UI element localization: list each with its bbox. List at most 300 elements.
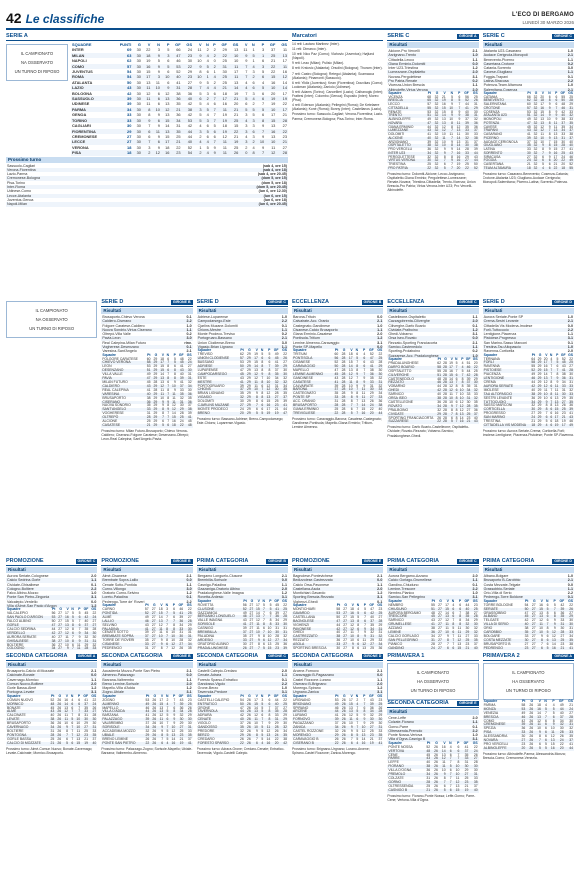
table-cell: TAU ALTOPASCIO [483,393,530,397]
table-cell: 6 [167,356,170,361]
table-cell: MONZA [483,708,519,712]
table-cell: 41 [569,147,573,152]
group-tag: GIRONE D [363,654,382,659]
next-round: Prossimo turno: Fiorano-Ponte Nossa; Leffe-Gorno; Parre-Cene; Vertova-Villa d'Ogna. [387,793,476,802]
table-cell: FORNOVO [292,718,332,722]
table-cell: 37 [239,721,244,726]
table-cell: 34 [558,129,566,133]
table-cell: 15 [267,645,272,650]
table-cell: 28 [431,641,435,646]
table-cell: 6 [443,647,450,650]
table-cell: LEON [102,364,112,369]
table-cell: 36 [470,122,479,126]
table-cell: 36 [426,768,431,773]
section-title: SECONDA CATEGORIA [6,653,68,660]
table-cell: CREMONESE [72,133,98,139]
table-cell: 9 [173,380,176,385]
table-cell: 37 [242,630,247,635]
table-cell: 33 [473,132,478,137]
table-cell: 27 [559,401,566,405]
table-cell: 51 [146,368,151,373]
table-cell: 13 [252,710,259,714]
table-cell: BRIAN LIGNANO [197,391,225,396]
table-cell: PRO PATRIA [387,167,424,171]
table-cell: 29 [153,419,158,424]
match-score: 0-1 [567,74,573,79]
table-cell: 33 [560,618,565,623]
table-cell: 5 [544,647,550,650]
table-row [483,747,574,751]
table-cell: 15 [64,619,69,624]
table-cell: 36 [51,642,56,647]
table-cell: 5 [544,741,547,746]
table-cell: 26 [434,768,438,773]
table-cell: 46 [531,376,536,381]
table-cell: 39 [112,96,133,101]
table-cell: 31 [567,377,574,381]
table-cell: 6 [350,406,353,411]
table-cell: TRESTINA [483,419,501,424]
table-cell: 27 [112,139,133,144]
table-cell: 6 [263,641,265,646]
section-title: SERIE C [387,33,410,40]
table-cell: 29 [537,387,542,392]
match-score: 0-1 [186,345,192,350]
table-cell: 27 [187,79,193,85]
table-cell: 7 [363,367,366,372]
match-score: 0-0 [377,345,383,350]
table-cell: 45 [146,380,151,385]
col-header: GF [560,90,566,95]
table-cell: 35 [466,384,471,389]
col-header: V [350,348,353,353]
table-cell: 4 [542,424,548,428]
table-cell: 32 [533,98,538,103]
table-cell: 13 [348,620,355,624]
table-cell: 27 [341,620,348,624]
table-cell: 9 [173,387,176,392]
table-cell: 21 [531,419,536,424]
table-cell: CALCIO DI MOZZATE [6,742,48,746]
table-cell: 29 [187,69,193,75]
results-band: Risultati [387,567,478,573]
table-cell: 10 [64,721,69,726]
table-cell: 15 [157,612,164,616]
table-cell: 15 [165,133,170,139]
col-header: V [255,348,258,353]
table-cell: 8 [264,710,271,714]
table-cell: 27 [436,615,443,619]
table-cell: 30 [271,388,279,392]
table-cell: ADRIESE [197,365,238,369]
table-cell: 22 [553,165,558,170]
table-cell: 16 [543,364,548,369]
table-cell: 9 [360,635,367,639]
table-cell: 8 [545,144,552,148]
table-cell: 8 [78,713,81,718]
table-cell: ATALANTA [72,79,93,85]
table-cell: 40 [336,630,341,635]
table-cell: CAVESE [483,124,497,129]
table-cell: 8 [255,399,258,404]
table-cell: 31 [375,726,384,730]
col-header: P [173,693,176,698]
col-header: G [342,693,346,698]
table-cell: 7 [449,775,452,780]
table-cell: 55 [425,107,432,111]
table-cell: 23 [81,734,89,738]
table-cell: 45 [429,615,436,619]
table-cell: 3 [206,90,209,96]
table-cell: 4 [248,96,255,101]
table-cell: 29 [332,734,339,738]
table-cell: 46 [558,107,566,111]
table-cell: 35 [84,705,89,710]
table-cell: 11 [252,718,259,722]
table-cell: 28 [48,734,55,738]
table-cell: VICENZA [388,94,403,99]
table-cell: 7 [550,360,553,365]
col-header: GS [568,598,573,603]
table-cell: 32 [471,397,478,401]
table-cell: URGNANO [293,697,311,702]
table-cell: 12 [459,403,464,408]
table-cell: 30 [179,403,184,408]
table-cell: 54 [112,74,133,79]
table-cell: GANDINO [387,647,429,650]
table-cell: 39 [332,718,339,722]
table-cell: 34 [48,726,55,730]
table-cell: 26 [341,713,346,718]
table-cell: 41 [280,404,288,408]
table-cell: MAPELLO [293,367,310,372]
table-cell: 8 [167,387,170,392]
table-cell: 28 [443,392,447,397]
table-cell: 50 [473,162,478,167]
table-cell: 32 [434,147,439,152]
serie-a-next-round [6,164,288,207]
table-cell: 13 [271,123,276,129]
table-cell: 41 [184,742,192,746]
table-cell: 30 [565,623,574,627]
table-cell: 7 [173,697,176,702]
table-cell: 60 [527,102,531,107]
table-cell: PARRE [387,757,423,761]
col-header: V [350,693,353,698]
section-header [387,33,478,41]
table-cell: LALLIO [101,620,142,624]
table-cell: 5 [166,736,169,741]
table-cell: 5 [553,602,556,607]
marcatori-section [292,33,383,296]
table-cell: 8 [256,118,266,123]
table-cell: GANDOSSO [197,726,238,730]
table-cell: 30 [561,139,566,144]
table-cell: 3 [203,118,210,123]
table-cell: 7 [455,368,458,373]
table-cell: CASNIGO [197,626,214,631]
col-header: N [262,598,265,603]
table-cell: 43 [112,85,133,90]
table-cell: 5 [439,789,447,793]
table-cell: 30 [473,109,478,114]
table-cell: 27 [529,639,536,643]
notice-line: IL CAMPIONATO [35,308,68,313]
table-cell: 60 [334,352,339,357]
table-cell: 37 [527,139,531,144]
table-cell: 13 [439,122,446,126]
table-cell: 41 [238,381,245,385]
table-cell: 6 [552,99,559,103]
col-header: Pt [240,348,244,353]
table-cell: 54 [127,69,132,75]
table-cell: 30 [473,768,478,773]
table-cell: 5 [542,708,548,712]
table-cell: 6 [75,616,82,620]
table-cell: CAROBBIO [483,631,522,635]
table-cell: 31 [464,760,469,765]
col-header: P [553,598,556,603]
table-cell: 39 [366,703,374,707]
table-cell: VIGOLO [197,721,211,726]
table-cell: 7 [447,757,453,761]
table-cell: 27 [343,622,347,627]
table-cell: 25 [464,413,471,417]
table-cell: 32 [434,124,439,129]
table-cell: 30 [176,635,184,639]
table-cell: NUOVA SONDRIO [102,403,131,408]
table-cell: 29 [153,364,158,369]
table-cell: 27 [341,635,348,639]
table-cell: 12 [171,646,176,650]
table-cell: SORISOLE [197,623,241,627]
table-cell: VERTOVA [387,750,423,754]
col-header: G [435,90,439,95]
match-score: 2-1 [472,49,478,53]
table-cell: 14 [454,137,461,141]
match-name: Mapello-Villa d'Adda [102,686,135,691]
table-cell: 33 [92,728,97,733]
table-cell: 7 [552,107,559,111]
issue-date: LUNEDÌ 30 MARZO 2026 [522,20,574,25]
match-score: 2-0 [281,669,287,673]
table-cell: 22 [238,742,245,746]
table-cell: VOGHERESE [102,411,124,416]
table-cell: 30 [461,144,470,148]
table-cell: 27 [127,133,132,139]
table-cell: 5 [451,94,453,99]
table-cell: 8 [261,623,266,627]
table-cell: 7 [452,641,455,646]
table-cell: 33 [127,112,132,118]
table-cell: 38 [334,635,341,639]
table-cell: 6 [360,612,367,616]
table-cell: 9 [548,147,551,152]
table-cell: 11 [282,47,287,53]
table-cell: 6 [69,703,74,707]
section-header [6,653,97,661]
table-cell: 32 [569,726,573,731]
match-name: Giana Erminio-Casatese [293,332,333,337]
table-cell: 2 [210,53,217,58]
table-cell: 29 [84,642,89,647]
table-cell: 21 [271,58,276,64]
table-cell: 23 [187,697,192,702]
table-cell: 30 [378,721,383,726]
table-cell: 32 [283,375,287,380]
table-cell: 37 [378,736,383,741]
table-cell: 52 [187,144,193,150]
table-cell: 43 [239,375,244,380]
primavera2-table-body [483,704,574,751]
table-cell: 24 [565,708,574,712]
results-band: Risultati [197,308,288,314]
table-cell: 29 [537,383,542,388]
table-cell: AZZANO [388,626,403,631]
table-cell: 7 [550,368,553,373]
table-cell: 43 [567,416,574,420]
table-cell: 51 [437,372,441,377]
table-cell: 49 [567,424,574,428]
table-cell: 31 [469,773,478,777]
table-cell: 22 [187,356,192,361]
match-score: 2-2 [567,79,573,84]
table-cell: 7 [245,69,248,75]
table-row [483,647,574,650]
table-cell: 69 [127,47,132,53]
table-cell: 9 [363,375,366,380]
match-name: Bedizzolese-Castrezzato [293,578,333,583]
table-cell: 26 [145,736,150,741]
table-cell: 5 [203,64,210,69]
table-row [197,647,288,650]
table-cell: 6 [264,703,271,707]
table-cell: 13 [161,129,171,134]
table-cell: 36 [170,96,181,101]
section-title: PRIMA CATEGORIA [482,558,535,565]
match-name: Pedrengo-Torre Boldone [483,595,523,600]
table-cell: 26 [434,783,438,788]
table-cell: 19 [554,422,559,427]
table-cell: 6 [71,721,74,726]
promozione-c-section [6,558,97,650]
serie-a-table [71,42,288,156]
table-cell: 30 [132,64,142,69]
table-cell: 7 [455,392,458,397]
match-score: 1-1 [377,327,383,332]
table-cell: 51 [429,608,436,612]
table-cell: 31 [378,630,383,635]
table-cell: 6 [157,90,160,96]
col-header: Squadre [293,693,307,698]
col-header: N [355,693,359,698]
notice-line: HA OSSERVATO [512,679,545,684]
table-cell: 35 [84,626,89,631]
col-header: GS [377,348,383,353]
match-name: Cisanese-Calcio Brusaporto [293,327,338,332]
table-cell: 8 [354,381,360,385]
table-cell: 12 [348,375,353,380]
table-cell: 22 [283,602,287,607]
table-cell: 9 [538,144,545,148]
table-cell: 16 [539,602,543,607]
table-cell: 12 [265,150,276,155]
table-cell: CENATE [197,718,238,722]
table-cell: 29 [283,618,287,623]
seconda-e-section [387,700,478,802]
table-cell: LUMEZZANE [387,129,424,133]
table-cell: CISANESE [101,643,142,647]
table-cell: UDINESE [72,101,90,107]
table-cell: 27 [343,614,347,619]
table-cell: 16 [548,747,556,751]
table-cell: 28 [341,367,346,372]
table-cell: CASTEL ROZZONE [293,728,324,733]
table-cell: 5 [364,606,367,611]
col-header: P [555,90,558,95]
table-cell: 23 [182,53,193,58]
table-cell: 33 [274,713,279,718]
table-cell: 6 [360,620,367,624]
table-cell: 29 [537,380,542,385]
table-cell: 49 [332,703,339,707]
table-cell: 12 [459,407,464,412]
match-score: 1-1 [377,677,383,682]
table-cell: 7 [262,101,265,107]
table-cell: 48 [185,424,193,428]
table-cell: 48 [561,102,566,107]
table-cell: 66 [527,94,531,99]
table-cell: 8 [546,626,549,631]
match-name: Lemine-Trescore [388,586,416,591]
table-cell: 8 [169,710,176,714]
table-cell: 28 [153,380,158,385]
table-cell: 12 [172,407,176,412]
table-cell: 30 [136,90,141,96]
table-cell: 7 [356,721,359,726]
col-header: GS [472,598,478,603]
table-cell: 14 [459,415,464,420]
table-cell: 27 [438,602,442,607]
table-cell: JUVENTUS [72,69,93,75]
table-cell: 26 [437,415,441,420]
table-cell: 11 [439,137,446,141]
table-cell: 7 [447,152,454,156]
table-cell: 31 [367,635,375,639]
section-title: PRIMA CATEGORIA [196,558,249,565]
table-cell: BOLTIERE [7,728,24,733]
table-cell: 5 [268,352,271,357]
table-cell: 29 [537,376,542,381]
table-cell: 29 [537,368,542,373]
table-cell: OSPITALETTO [387,144,424,148]
table-cell: 6 [450,615,455,619]
table-cell: 41 [185,416,193,420]
table-cell: 4 [357,606,360,611]
table-cell: 27 [58,619,63,624]
table-cell: 25 [222,58,227,64]
table-cell: 4 [262,79,265,85]
match-score: 1-0 [472,591,478,596]
table-cell: 22 [425,167,432,171]
table-cell: 28 [375,620,383,624]
table-cell: 6 [354,718,360,722]
col-header: V [545,352,548,357]
table-cell: 10 [266,375,271,380]
table-cell: 27 [150,635,157,639]
match-name: Rezzato-Sporting Franciacorta [388,340,438,345]
table-cell: TUTTOCUOIO [483,401,530,405]
